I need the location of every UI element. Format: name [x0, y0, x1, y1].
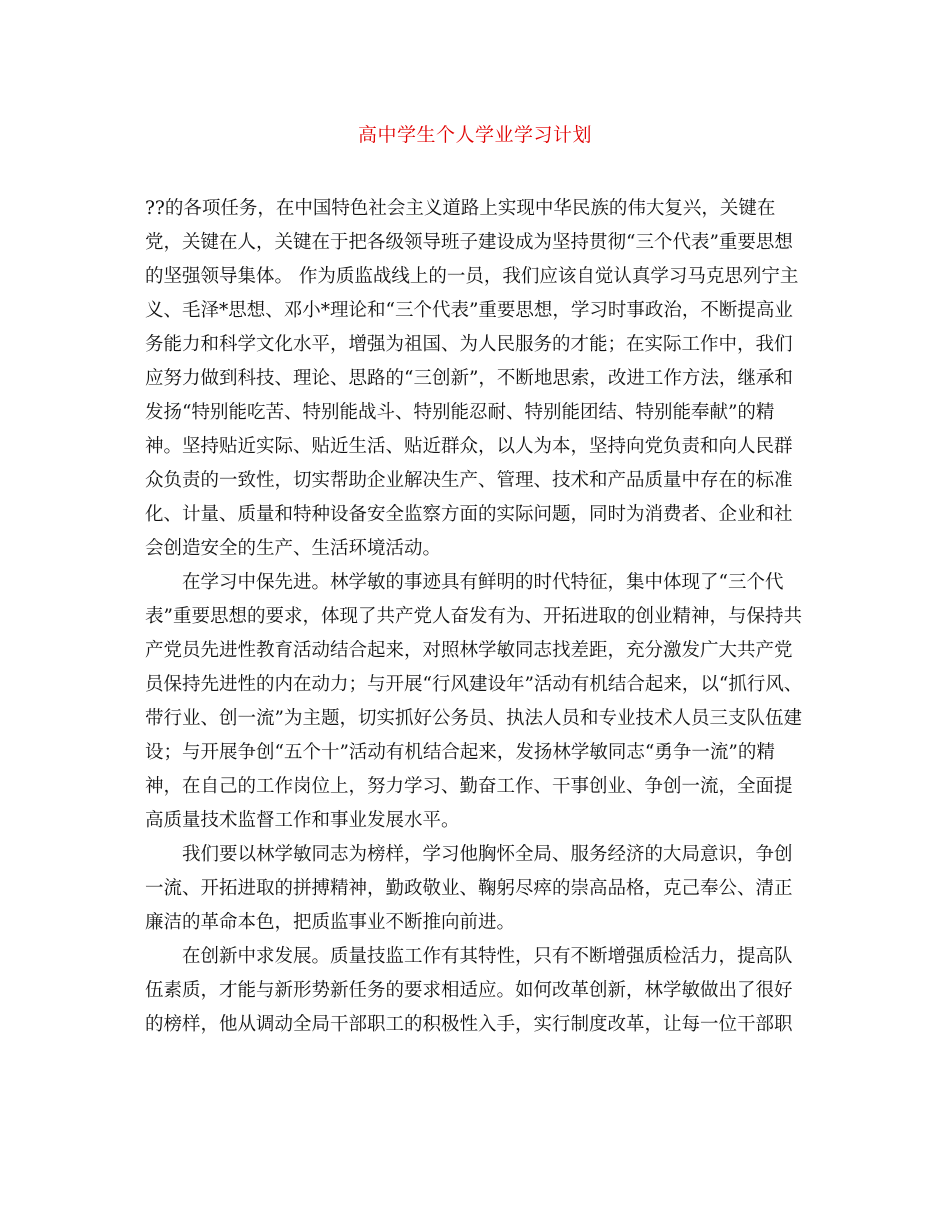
- body-line: ??的各项任务，在中国特色社会主义道路上实现中华民族的伟大复兴，关键在: [145, 198, 776, 219]
- body-line: 表”重要思想的要求，体现了共产党人奋发有为、开拓进取的创业精神，与保持共: [145, 606, 802, 627]
- document-body: [145, 192, 805, 1042]
- body-line: 产党员先进性教育活动结合起来，对照林学敏同志找差距，充分激发广大共产党: [145, 640, 793, 661]
- body-line: 廉洁的革命本色，把质监事业不断推向前进。: [145, 912, 516, 933]
- body-line: 带行业、创一流”为主题，切实抓好公务员、执法人员和专业技术人员三支队伍建: [145, 708, 802, 729]
- body-line: 党，关键在人，关键在于把各级领导班子建设成为坚持贯彻“三个代表”重要思想: [145, 232, 793, 253]
- body-line: 神。坚持贴近实际、贴近生活、贴近群众，以人为本，坚持向党负责和向人民群: [145, 436, 793, 457]
- body-line: 我们要以林学敏同志为榜样，学习他胸怀全局、服务经济的大局意识，争创: [145, 844, 793, 865]
- body-line: 众负责的一致性，切实帮助企业解决生产、管理、技术和产品质量中存在的标准: [145, 470, 793, 491]
- body-line: 应努力做到科技、理论、思路的“三创新”，不断地思索，改进工作方法，继承和: [145, 368, 793, 389]
- body-line: 高质量技术监督工作和事业发展水平。: [145, 810, 460, 831]
- body-line: 一流、开拓进取的拼搏精神，勤政敬业、鞠躬尽瘁的崇高品格，克己奉公、清正: [145, 878, 793, 899]
- body-line: 神，在自己的工作岗位上，努力学习、勤奋工作、干事创业、争创一流，全面提: [145, 776, 793, 797]
- body-line: 的坚强领导集体。 作为质监战线上的一员，我们应该自觉认真学习马克思列宁主: [145, 266, 799, 287]
- body-line: 义、毛泽*思想、邓小*理论和“三个代表”重要思想，学习时事政治，不断提高业: [145, 300, 793, 321]
- body-line: 员保持先进性的内在动力；与开展“行风建设年”活动有机结合起来，以“抓行风、: [145, 674, 803, 695]
- body-line: 伍素质，才能与新形势新任务的要求相适应。如何改革创新，林学敏做出了很好: [145, 980, 793, 1001]
- body-line: 在创新中求发展。质量技监工作有其特性，只有不断增强质检活力，提高队: [145, 946, 793, 967]
- body-line: 化、计量、质量和特种设备安全监察方面的实际问题，同时为消费者、企业和社: [145, 504, 793, 525]
- body-line: 务能力和科学文化水平，增强为祖国、为人民服务的才能；在实际工作中，我们: [145, 334, 793, 355]
- body-line: 在学习中保先进。林学敏的事迹具有鲜明的时代特征，集中体现了“三个代: [145, 572, 784, 593]
- document-title: 高中学生个人学业学习计划: [357, 124, 592, 146]
- body-line: 会创造安全的生产、生活环境活动。: [145, 538, 442, 559]
- body-line: 设；与开展争创“五个十”活动有机结合起来，发扬林学敏同志“勇争一流”的精: [145, 742, 775, 763]
- body-line: 的榜样，他从调动全局干部职工的积极性入手，实行制度改革，让每一位干部职: [145, 1014, 793, 1035]
- body-line: 发扬“特别能吃苦、特别能战斗、特别能忍耐、特别能团结、特别能奉献”的精: [145, 402, 775, 423]
